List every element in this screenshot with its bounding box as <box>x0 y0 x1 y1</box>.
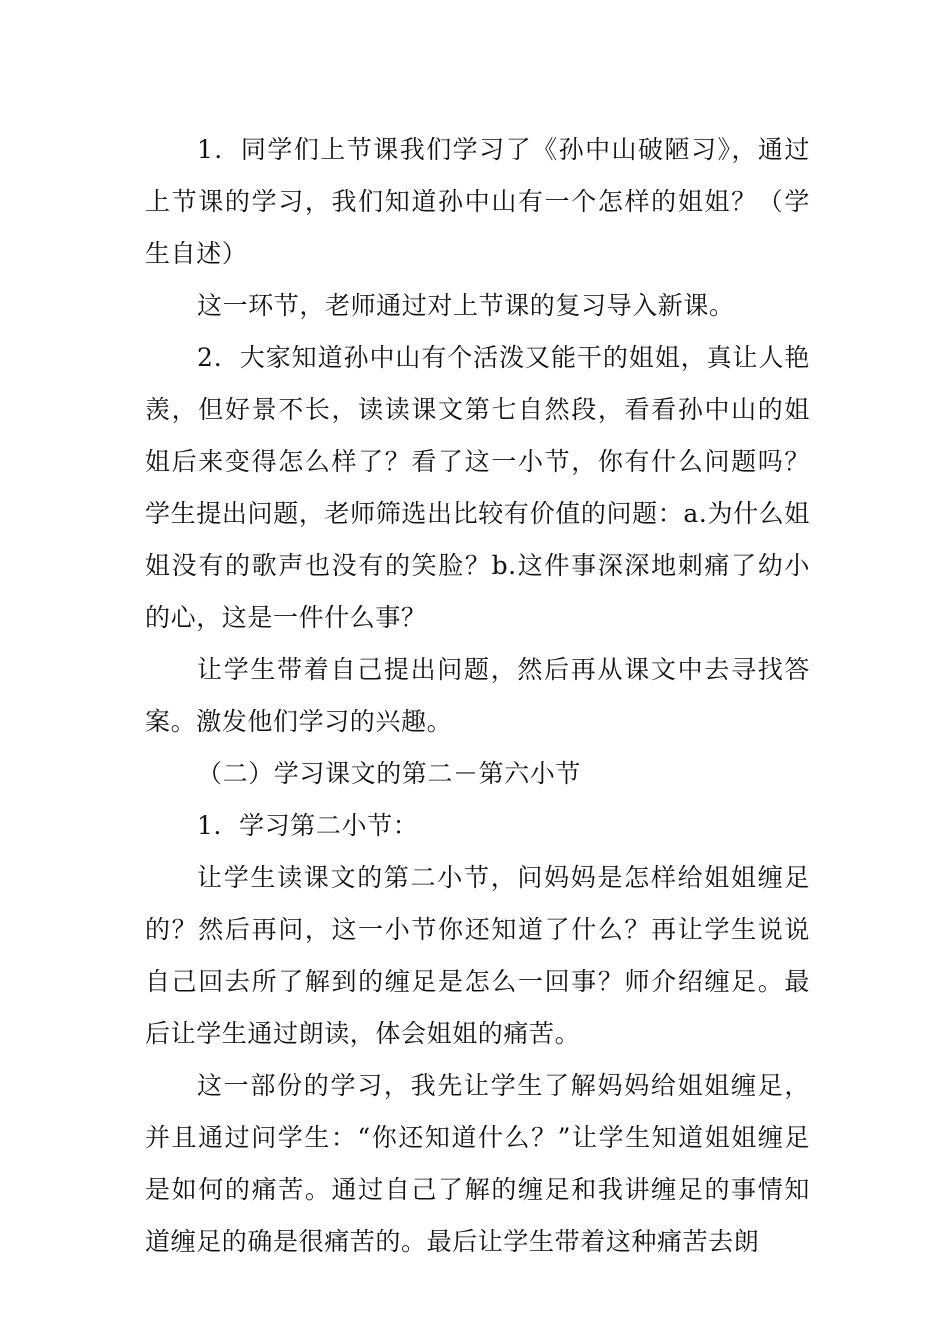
paragraph-sister-question: 2．大家知道孙中山有个活泼又能干的姐姐，真让人艳羡，但好景不长，读读课文第七自然段，看看孙中山的姐姐后来变得怎么样了？看了这一小节，你有什么问题吗？学生提出问题，老师筛选出比较有价值的问题：a.为什么姐姐没有的歌声也没有的笑脸？b.这件事深深地刺痛了幼小的心，这是一件什么事？ <box>145 343 810 632</box>
paragraph-motivation-note: 让学生带着自己提出问题，然后再从课文中去寻找答案。激发他们学习的兴趣。 <box>145 655 810 736</box>
section-heading: （二）学习课文的第二－第六小节 <box>197 759 582 788</box>
paragraph-section-two-activity: 让学生读课文的第二小节，问妈妈是怎样给姐姐缠足的？然后再问，这一小节你还知道了什么？再让学生说说自己回去所了解到的缠足是怎么一回事？师介绍缠足。最后让学生通过朗读，体会姐姐的痛苦。 <box>145 863 810 1048</box>
paragraph-review-question: 1．同学们上节课我们学习了《孙中山破陋习》，通过上节课的学习，我们知道孙中山有一个怎样的姐姐？（学生自述） <box>145 135 810 268</box>
paragraph-review-note: 这一环节，老师通过对上节课的复习导入新课。 <box>197 291 735 320</box>
subsection-heading: 1．学习第二小节： <box>197 811 419 840</box>
paragraph-section-two-reflection: 这一部份的学习，我先让学生了解妈妈给姐姐缠足，并且通过问学生：“你还知道什么？”让学生知道姐姐缠足是如何的痛苦。通过自己了解的缠足和我讲缠足的事情知道缠足的确是很痛苦的。最后让学生带着这种痛苦去朗 <box>145 1071 810 1256</box>
document-body <box>145 124 810 1268</box>
